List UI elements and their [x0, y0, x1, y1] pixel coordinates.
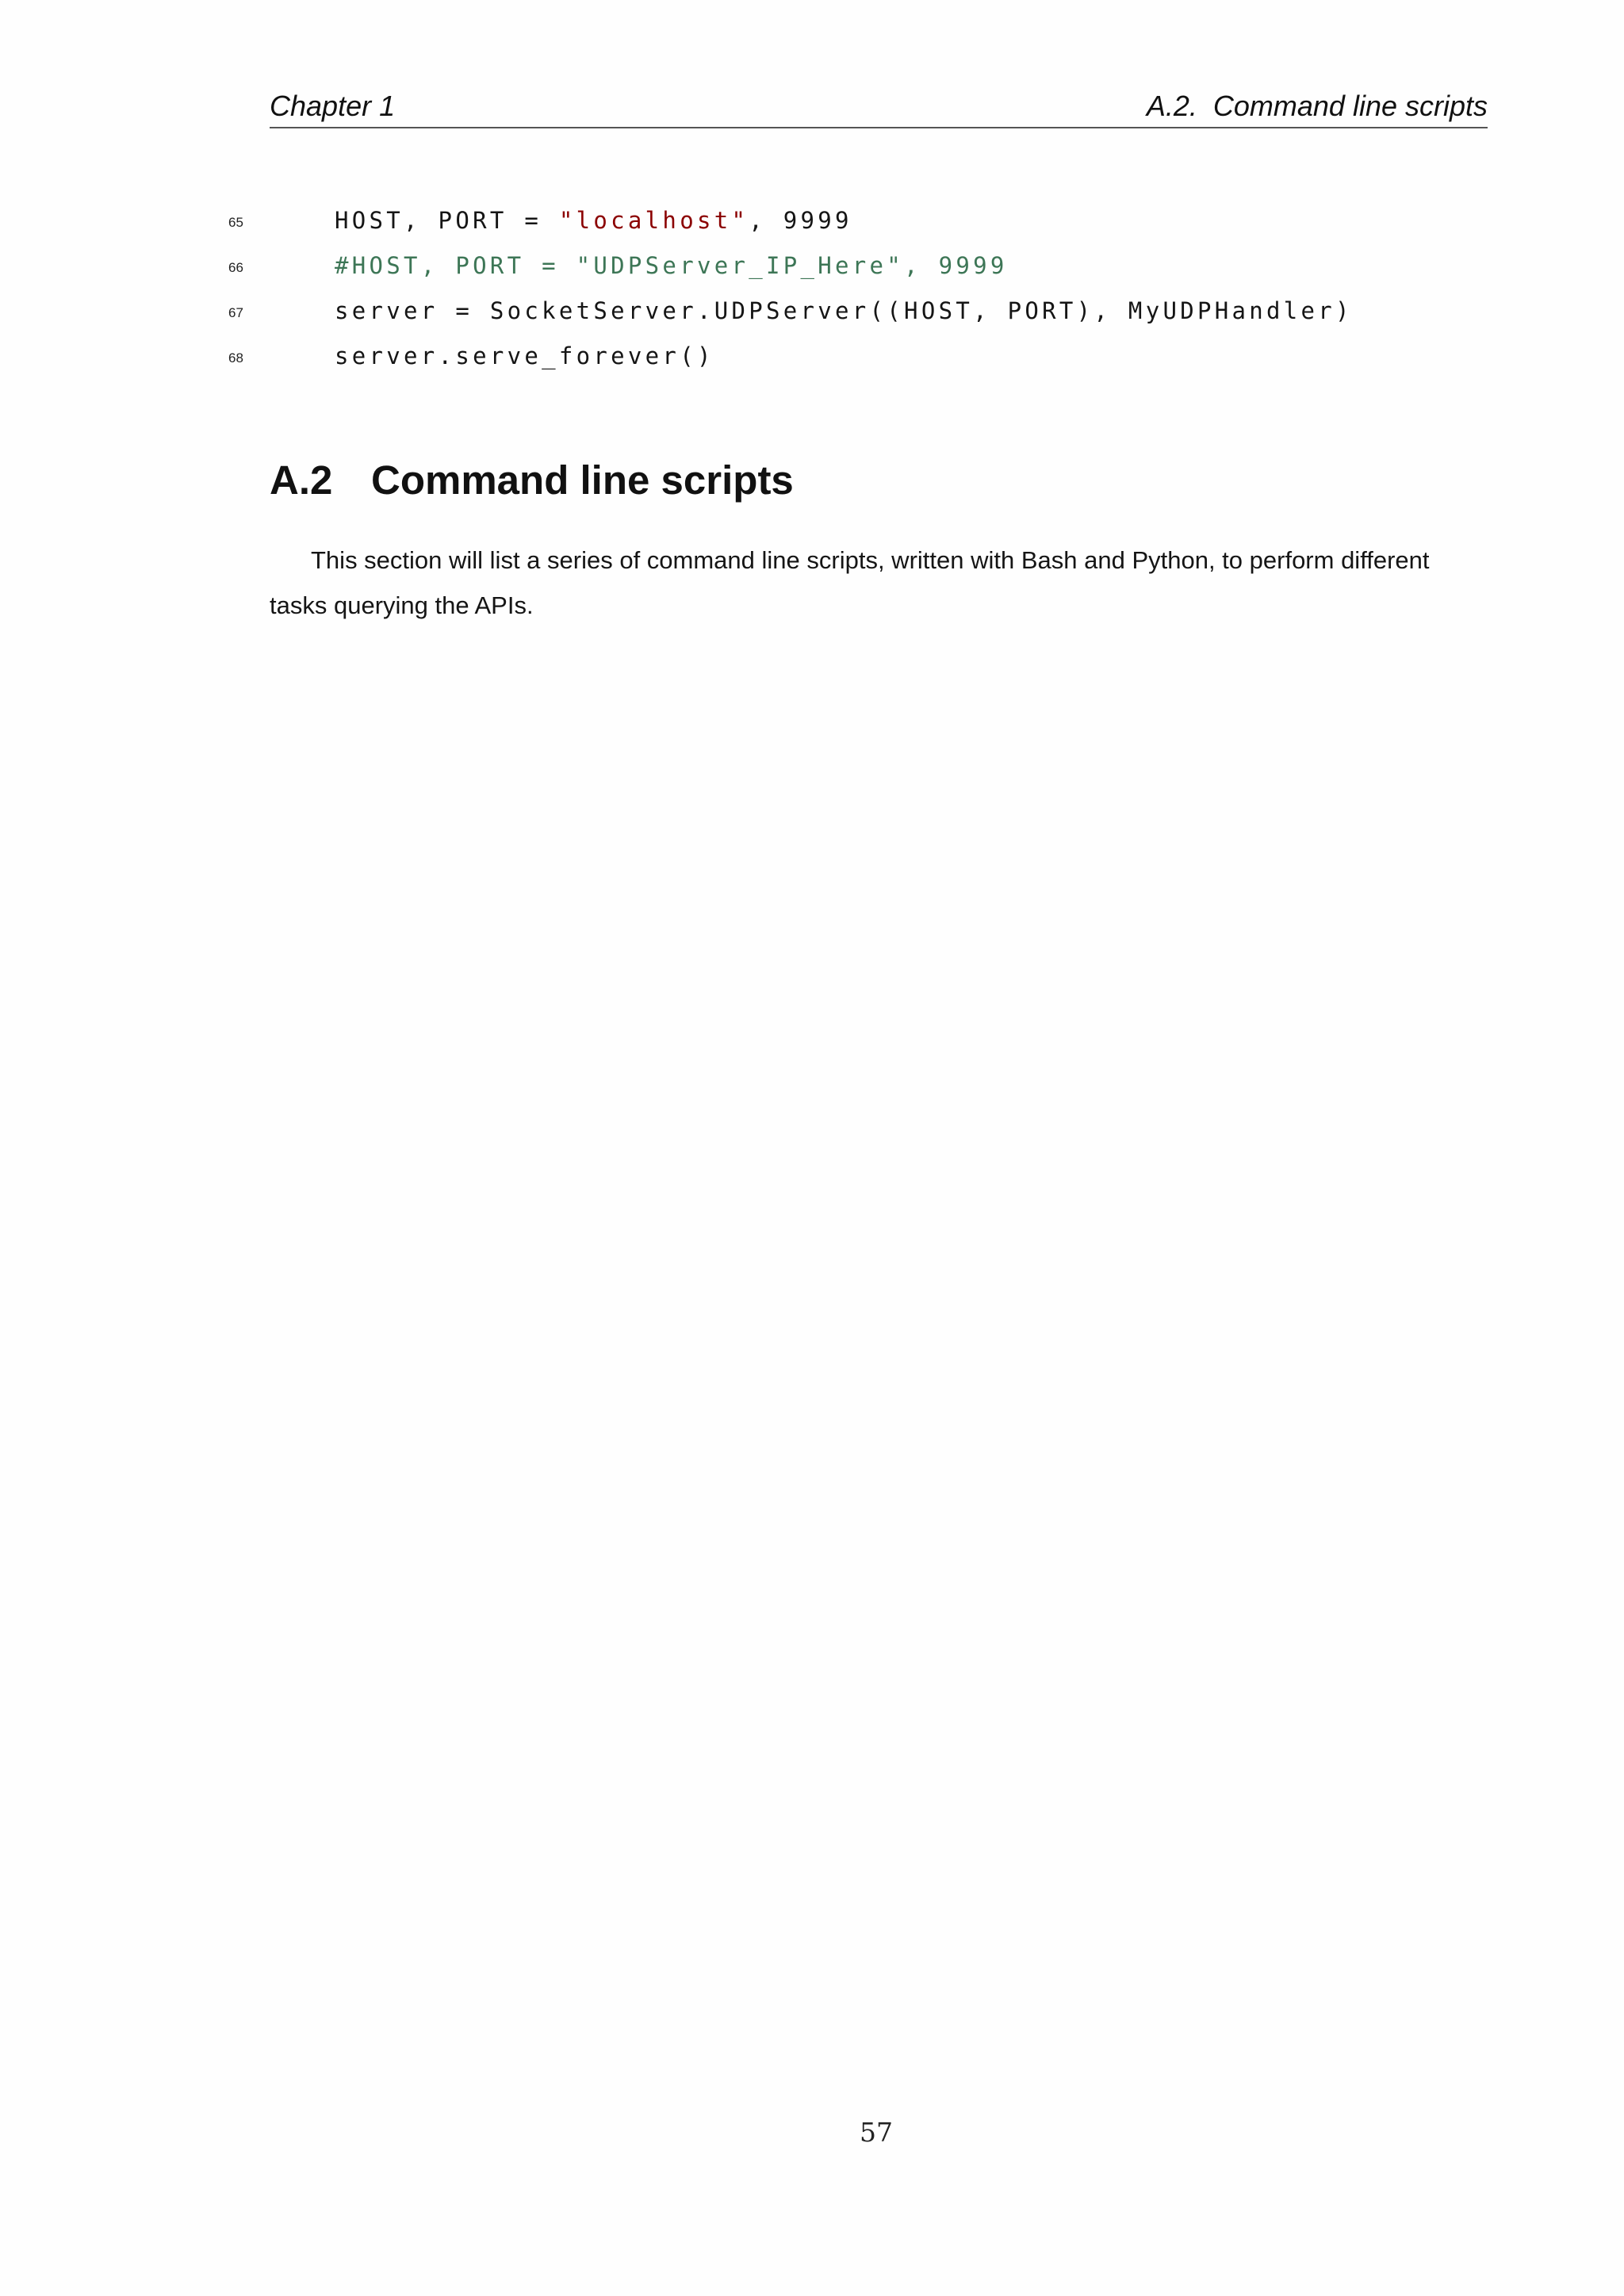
section-number: A.2	[270, 457, 333, 503]
code-line	[222, 243, 1570, 289]
code-line	[222, 198, 1570, 243]
code-text: server = SocketServer.UDPServer((HOST, PORT), MyUDPHandler)	[335, 297, 1353, 324]
section-title-text: Command line scripts	[371, 457, 794, 503]
code-text: server.serve_forever()	[335, 342, 714, 369]
line-number: 66	[228, 260, 243, 275]
section-paragraph: This section will list a series of command line scripts, written with Bash and Python, to perform different tasks querying the APIs.	[270, 546, 1430, 619]
code-string-literal: "localhost"	[558, 207, 749, 234]
code-plain-text: , 9999	[749, 207, 852, 234]
header-chapter-label: Chapter 1	[270, 90, 396, 122]
line-number: 67	[228, 305, 243, 320]
running-header	[270, 86, 1488, 128]
code-listing	[222, 198, 1570, 379]
code-text	[335, 198, 852, 243]
code-line	[222, 289, 1570, 334]
section-heading	[270, 453, 794, 507]
line-number: 68	[228, 350, 243, 365]
line-number: 65	[228, 215, 243, 230]
header-section-label: A.2. Command line scripts	[1146, 90, 1488, 122]
code-plain-text: HOST, PORT =	[335, 207, 559, 234]
code-line	[222, 334, 1570, 379]
code-comment: #HOST, PORT = "UDPServer_IP_Here", 9999	[335, 252, 1008, 279]
page-number: 57	[860, 2117, 893, 2148]
